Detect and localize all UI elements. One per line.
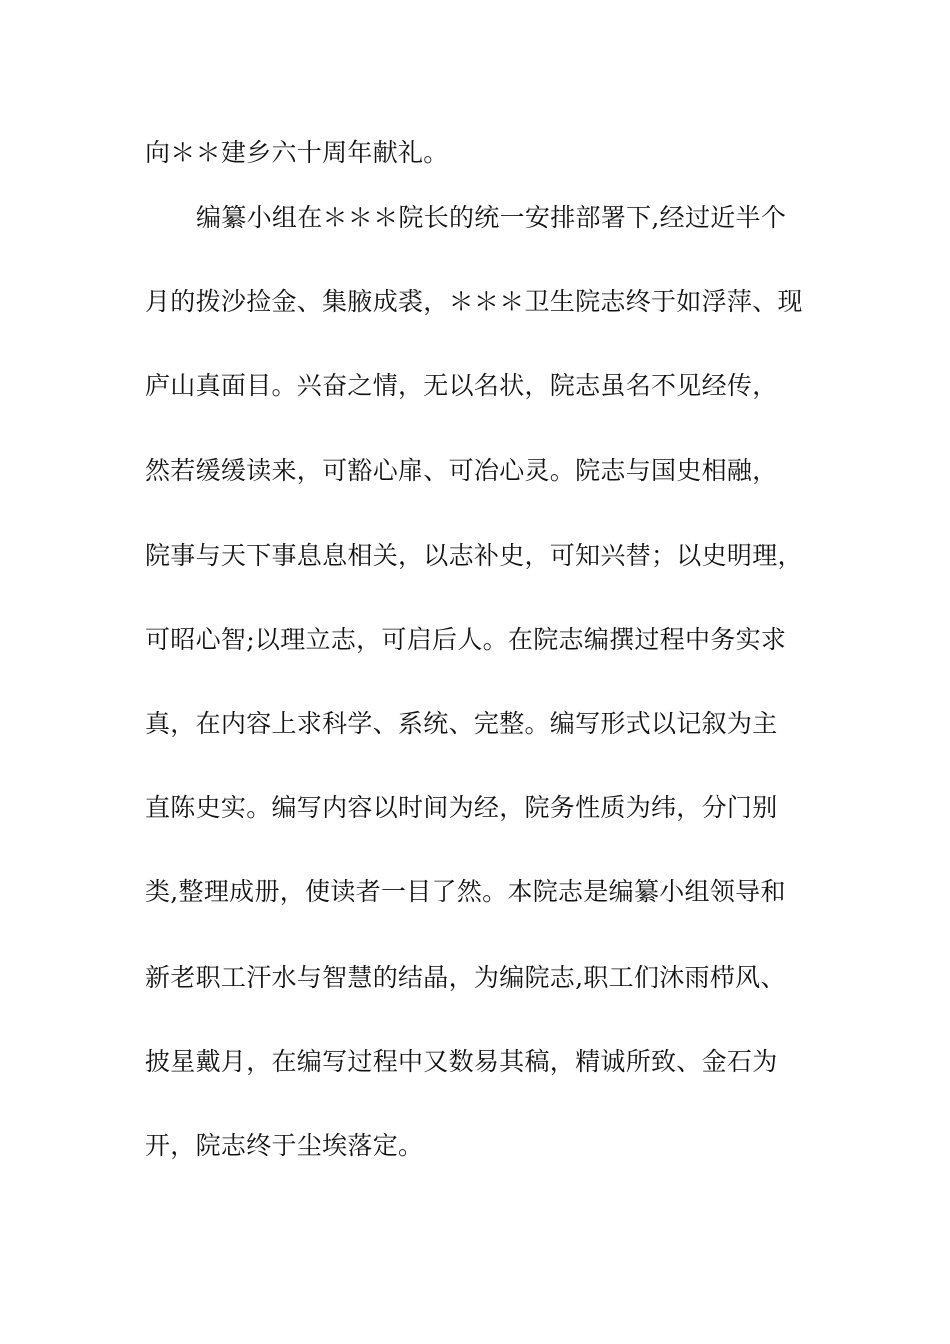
text-line: 开，院志终于尘埃落定。 (145, 1131, 424, 1160)
text-line: 月的拨沙捡金、集腋成裘，＊＊＊卫生院志终于如浮萍、现 (145, 287, 803, 316)
text-line: 披星戴月，在编写过程中又数易其稿，精诚所致、金石为 (145, 1047, 778, 1076)
text-line: 院事与天下事息息相关，以志补史，可知兴替；以史明理， (145, 541, 803, 570)
text-line: 庐山真面目。兴奋之情，无以名状，院志虽名不见经传， (145, 371, 778, 400)
text-line: 向＊＊建乡六十周年献礼。 (145, 138, 449, 167)
text-line: 类,整理成册，使读者一目了然。本院志是编纂小组领导和 (145, 877, 786, 906)
text-line: 真，在内容上求科学、系统、完整。编写形式以记叙为主 (145, 709, 778, 738)
text-line: 可昭心智;以理立志，可启后人。在院志编撰过程中务实求 (145, 625, 787, 654)
text-line: 直陈史实。编写内容以时间为经，院务性质为纬，分门别 (145, 793, 778, 822)
paragraph-first-line: 编纂小组在＊＊＊院长的统一安排部署下,经过近半个 (196, 203, 787, 232)
text-line: 然若缓缓读来，可豁心扉、可冶心灵。院志与国史相融， (145, 456, 778, 485)
text-line: 新老职工汗水与智慧的结晶，为编院志,职工们沐雨栉风、 (145, 963, 786, 992)
